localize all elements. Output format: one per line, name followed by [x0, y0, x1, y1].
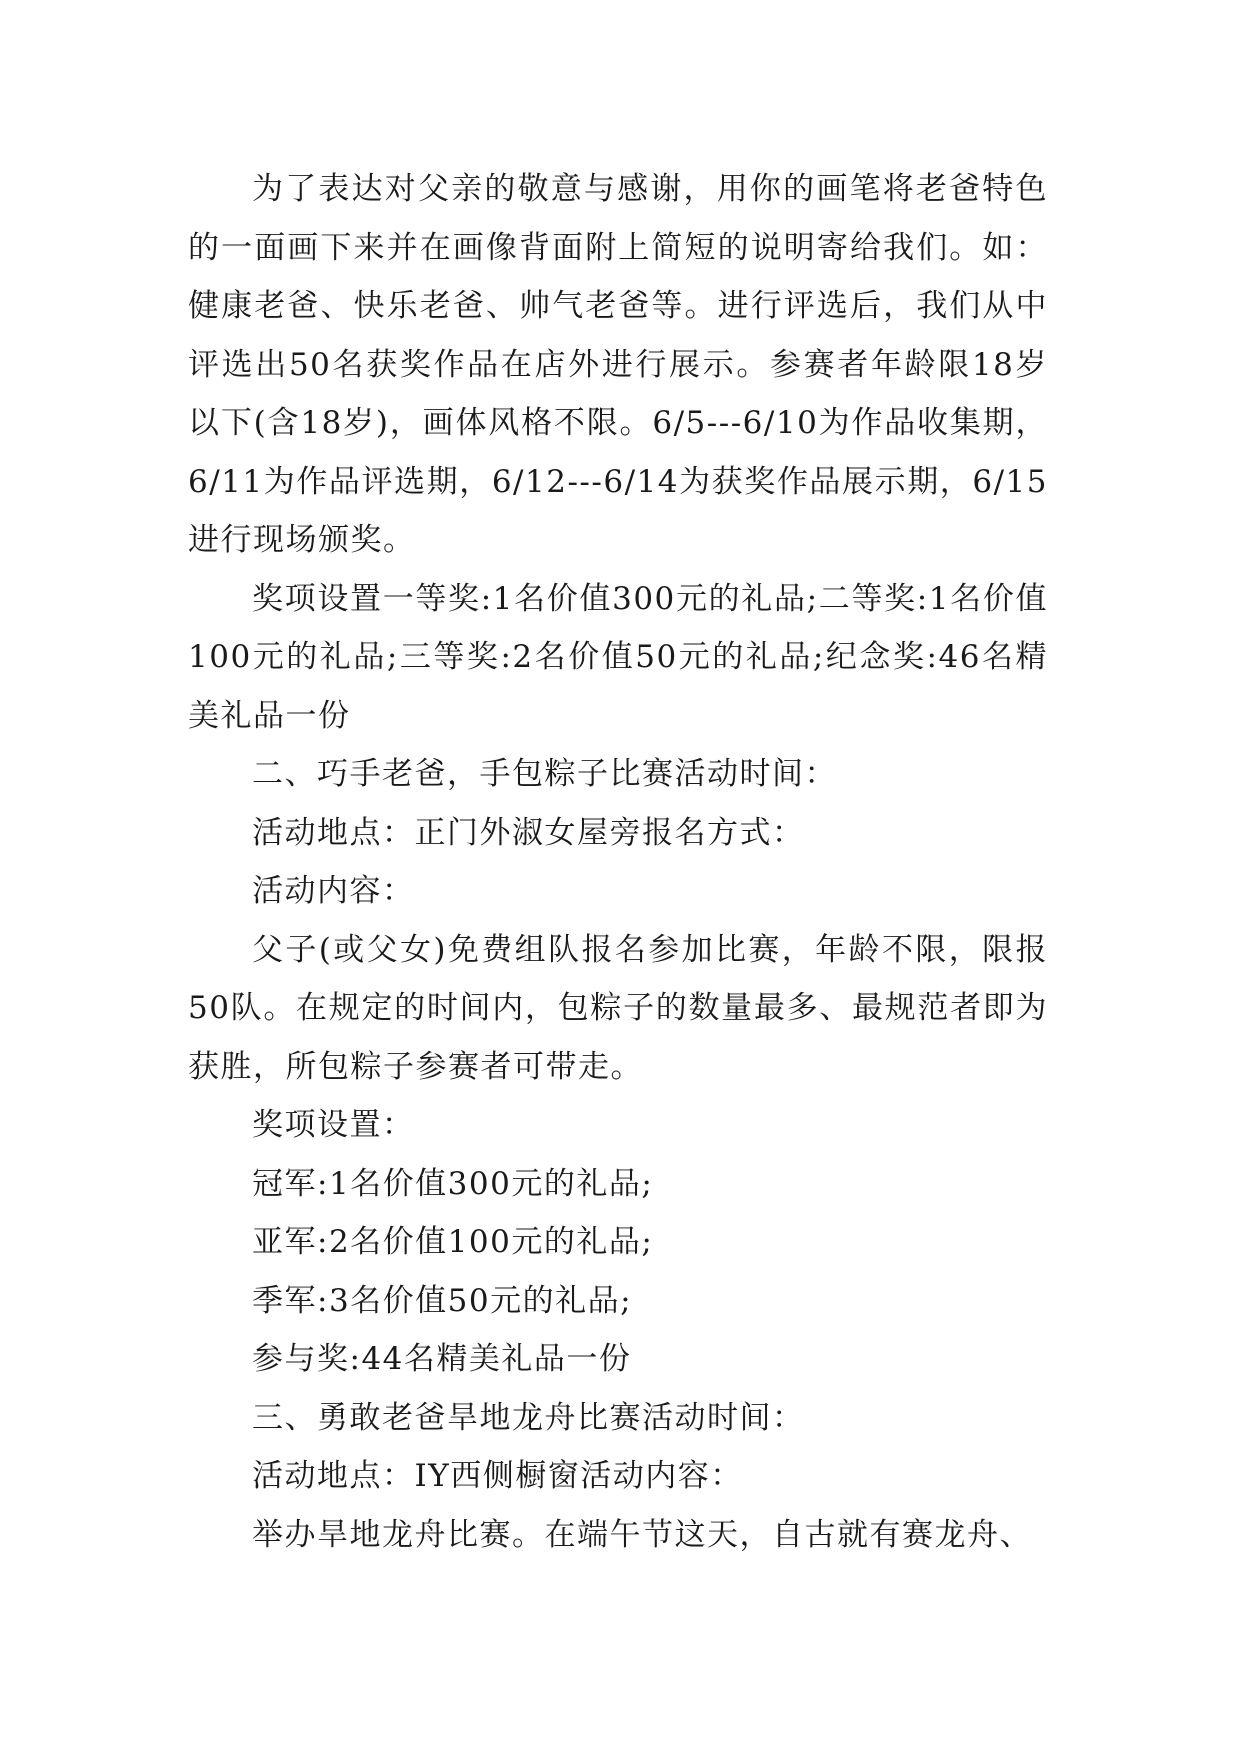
prize-runner-up: 亚军:2名价值100元的礼品;	[252, 1224, 654, 1260]
paragraph-dragon-boat-description: 举办旱地龙舟比赛。在端午节这天，自古就有赛龙舟、	[252, 1516, 1032, 1553]
paragraph-dragon-boat-location: 活动地点：IY西侧橱窗活动内容：	[252, 1458, 743, 1494]
heading-zongzi-contest: 二、巧手老爸，手包粽子比赛活动时间：	[252, 756, 837, 792]
heading-dragon-boat-contest: 三、勇敢老爸旱地龙舟比赛活动时间：	[252, 1399, 805, 1436]
prize-champion: 冠军:1名价值300元的礼品;	[252, 1165, 654, 1202]
paragraph-painting-contest: 为了表达对父亲的敬意与感谢，用你的画笔将老爸特色的一面画下来并在画像背面附上简短的说明寄给我们。如：健康老爸、快乐老爸、帅气老爸等。进行评选后，我们从中评选出50名获奖作品在店外进行展示。参赛者年龄限18岁以下(含18岁)，画体风格不限。6/5---6/10为作品收集期，6/11为作品评选期，6/12---6/14为获奖作品展示期，6/15进行现场颁奖。	[188, 171, 1048, 558]
paragraph-zongzi-prizes-label: 奖项设置：	[252, 1107, 415, 1143]
document-body	[188, 160, 1048, 1564]
prize-third-place: 季军:3名价值50元的礼品;	[252, 1282, 633, 1319]
paragraph-zongzi-location: 活动地点：正门外淑女屋旁报名方式：	[252, 814, 805, 851]
prize-participation: 参与奖:44名精美礼品一份	[252, 1341, 632, 1377]
paragraph-painting-prizes: 奖项设置一等奖:1名价值300元的礼品;二等奖:1名价值100元的礼品;三等奖:2名价值50元的礼品;纪念奖:46名精美礼品一份	[188, 580, 1048, 734]
paragraph-zongzi-description: 父子(或父女)免费组队报名参加比赛，年龄不限，限报50队。在规定的时间内，包粽子的数量最多、最规范者即为获胜，所包粽子参赛者可带走。	[188, 931, 1048, 1085]
paragraph-zongzi-content-label: 活动内容：	[252, 873, 415, 909]
